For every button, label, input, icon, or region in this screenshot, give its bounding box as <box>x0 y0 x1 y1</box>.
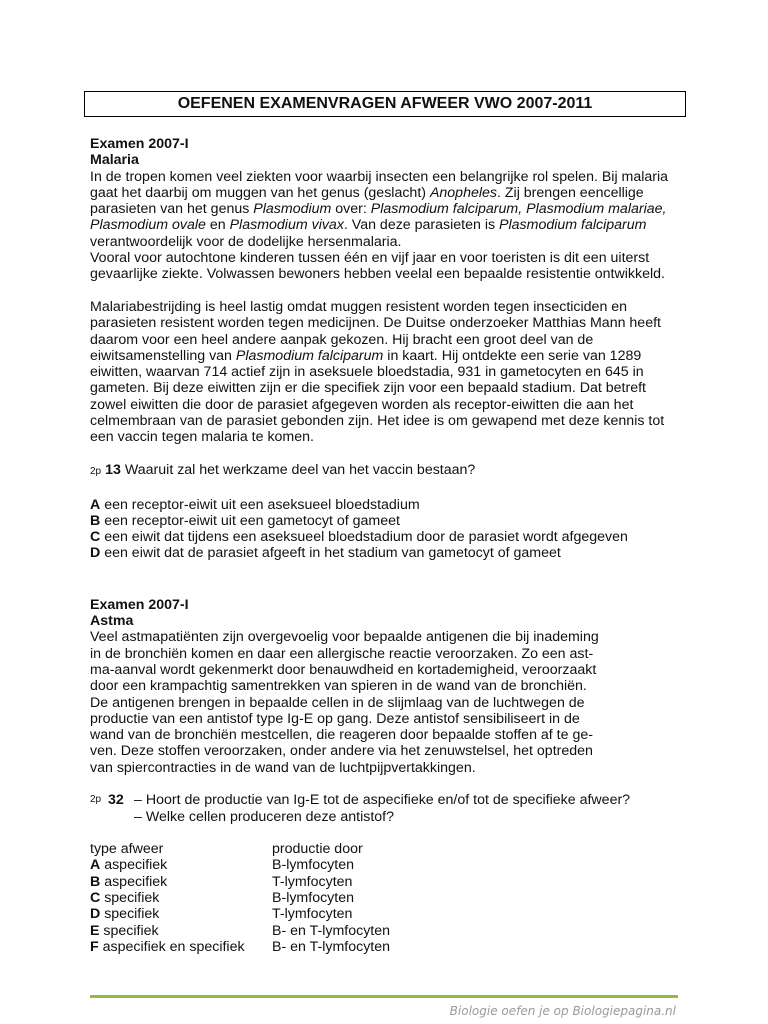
topic-heading: Malaria <box>90 152 139 169</box>
text-line: eiwitten, waarvan 714 actief zijn in aseksuele bloedstadia, 931 in gametocyten en 645 in <box>90 364 644 381</box>
option-letter: D <box>90 906 101 923</box>
text-line: verantwoordelijk voor de dodelijke hersenmalaria. <box>90 233 402 250</box>
text-line: gaat het daarbij om muggen van het genus (geslacht) Anopheles. Zij brengen eencellige <box>90 184 644 201</box>
text-line: zowel eiwitten die door de parasiet afgegeven worden als receptor-eiwitten die aan het <box>90 396 634 413</box>
malaria-section <box>90 136 686 562</box>
option-letter: B <box>90 873 101 890</box>
option-letter: A <box>90 496 101 513</box>
text-line: door een krampachtig samentrekken van spieren in de wand van de bronchiën. <box>90 678 587 695</box>
question-32 <box>90 792 686 825</box>
text-line: gevaarlijke ziekte. Volwassen bewoners hebben veelal een bepaalde resistentie ontwikkeld. <box>90 266 665 283</box>
points-label: 2p <box>90 465 102 477</box>
text-line: ven. Deze stoffen veroorzaken, onder andere via het zenuwstelsel, het optreden <box>90 743 593 760</box>
answer-option: B een receptor-eiwit uit een gametocyt of gameet <box>90 512 400 529</box>
type-cell: F aspecifiek en specifiek <box>90 938 245 955</box>
answer-option: D een eiwit dat de parasiet afgeeft in het stadium van gametocyt of gameet <box>90 545 561 562</box>
text-line: Malariabestrijding is heel lastig omdat muggen resistent worden tegen insecticiden en <box>90 298 628 315</box>
page-title: OEFENEN EXAMENVRAGEN AFWEER VWO 2007-2011 <box>84 91 686 117</box>
text-line: De antigenen brengen in bepaalde cellen in de slijmlaag van de luchtwegen de <box>90 694 585 711</box>
text-line: Vooral voor autochtone kinderen tussen één en vijf jaar en voor toeristen is dit een uiterst <box>90 250 650 267</box>
option-letter: A <box>90 857 101 874</box>
exam-heading: Examen 2007-I <box>90 136 189 152</box>
type-cell: C specifiek <box>90 890 160 907</box>
table-row <box>90 923 686 939</box>
points-label: 2p <box>90 794 102 806</box>
option-letter: F <box>90 938 99 955</box>
answer-option: C een eiwit dat tijdens een aseksueel bloedstadium door de parasiet wordt afgegeven <box>90 529 628 546</box>
question-text: Waaruit zal het werkzame deel van het vaccin bestaan? <box>124 461 476 478</box>
text-line: productie van een antistof type Ig-E op gang. Deze antistof sensibiliseert in de <box>90 710 580 727</box>
option-letter: B <box>90 512 101 529</box>
footer-text: Biologie oefen je op Biologiepagina.nl <box>449 1004 676 1018</box>
question-line: – Welke cellen produceren deze antistof? <box>134 808 395 825</box>
type-cell: D specifiek <box>90 906 160 923</box>
production-cell: T-lymfocyten <box>272 873 353 890</box>
production-cell: B- en T-lymfocyten <box>272 938 391 955</box>
paragraph <box>90 299 686 446</box>
text-line: in de bronchiën komen en daar een allergische reactie veroorzaken. Zo een ast- <box>90 645 594 662</box>
table-row <box>90 906 686 922</box>
text-line: parasieten resistent worden tegen medicijnen. De Duitse onderzoeker Matthias Mann heeft <box>90 315 661 332</box>
topic-heading: Astma <box>90 613 134 630</box>
text-line: van spiercontracties in de wand van de luchtpijpvertakkingen. <box>90 759 476 776</box>
text-line: ma-aanval wordt gekenmerkt door benauwdheid en kortademigheid, veroorzaakt <box>90 661 597 678</box>
text-line: Veel astmapatiënten zijn overgevoelig voor bepaalde antigenen die bij inademing <box>90 629 599 646</box>
table-row <box>90 939 686 955</box>
option-letter: C <box>90 890 101 907</box>
text-line: een vaccin tegen malaria te komen. <box>90 429 314 446</box>
header-type: type afweer <box>90 841 164 858</box>
option-letter: C <box>90 529 101 546</box>
header-production: productie door <box>272 841 363 858</box>
table-header <box>90 841 686 857</box>
footer-divider <box>90 995 678 998</box>
text-line: In de tropen komen veel ziekten voor waarbij insecten een belangrijke rol spelen. Bij malaria <box>90 168 669 185</box>
option-letter: E <box>90 922 100 939</box>
paragraph <box>90 629 686 776</box>
text-line: daarom voor een heel andere aanpak gekozen. Hij bracht een groot deel van de <box>90 331 594 348</box>
exam-heading: Examen 2007-I <box>90 596 189 613</box>
question-line: – Hoort de productie van Ig-E tot de aspecifieke en/of tot de specifieke afweer? <box>134 792 631 809</box>
text-line: Plasmodium ovale en Plasmodium vivax. Van deze parasieten is Plasmodium falciparum <box>90 217 647 234</box>
production-cell: T-lymfocyten <box>272 906 353 923</box>
text-line: wand van de bronchiën mestcellen, die reageren door bepaalde stoffen af te ge- <box>90 727 593 744</box>
text-line: eiwitsamenstelling van Plasmodium falciparum in kaart. Hij ontdekte een serie van 1289 <box>90 347 642 364</box>
astma-section <box>90 597 686 956</box>
table-row <box>90 890 686 906</box>
question-13 <box>90 462 686 480</box>
option-letter: D <box>90 545 101 562</box>
type-cell: A aspecifiek <box>90 857 168 874</box>
type-cell: E specifiek <box>90 922 159 939</box>
paragraph <box>90 169 686 283</box>
production-cell: B-lymfocyten <box>272 890 354 907</box>
answer-table <box>90 841 686 955</box>
answer-options <box>90 497 686 562</box>
answer-option: A een receptor-eiwit uit een aseksueel bloedstadium <box>90 496 420 513</box>
text-line: parasieten van het genus Plasmodium over: Plasmodium falciparum, Plasmodium malariae, <box>90 201 667 218</box>
production-cell: B- en T-lymfocyten <box>272 922 391 939</box>
text-line: celmembraan van de parasiet gebonden zijn. Het idee is om gewapend met deze kennis tot <box>90 413 665 430</box>
table-row <box>90 874 686 890</box>
text-line: gameten. Bij deze eiwitten zijn er die specifiek zijn voor een bepaald stadium. Dat betreft <box>90 380 646 397</box>
type-cell: B aspecifiek <box>90 873 168 890</box>
document-page <box>90 91 686 955</box>
question-number: 32 <box>108 792 124 809</box>
production-cell: B-lymfocyten <box>272 857 354 874</box>
question-number: 13 <box>105 461 121 478</box>
table-row <box>90 857 686 873</box>
